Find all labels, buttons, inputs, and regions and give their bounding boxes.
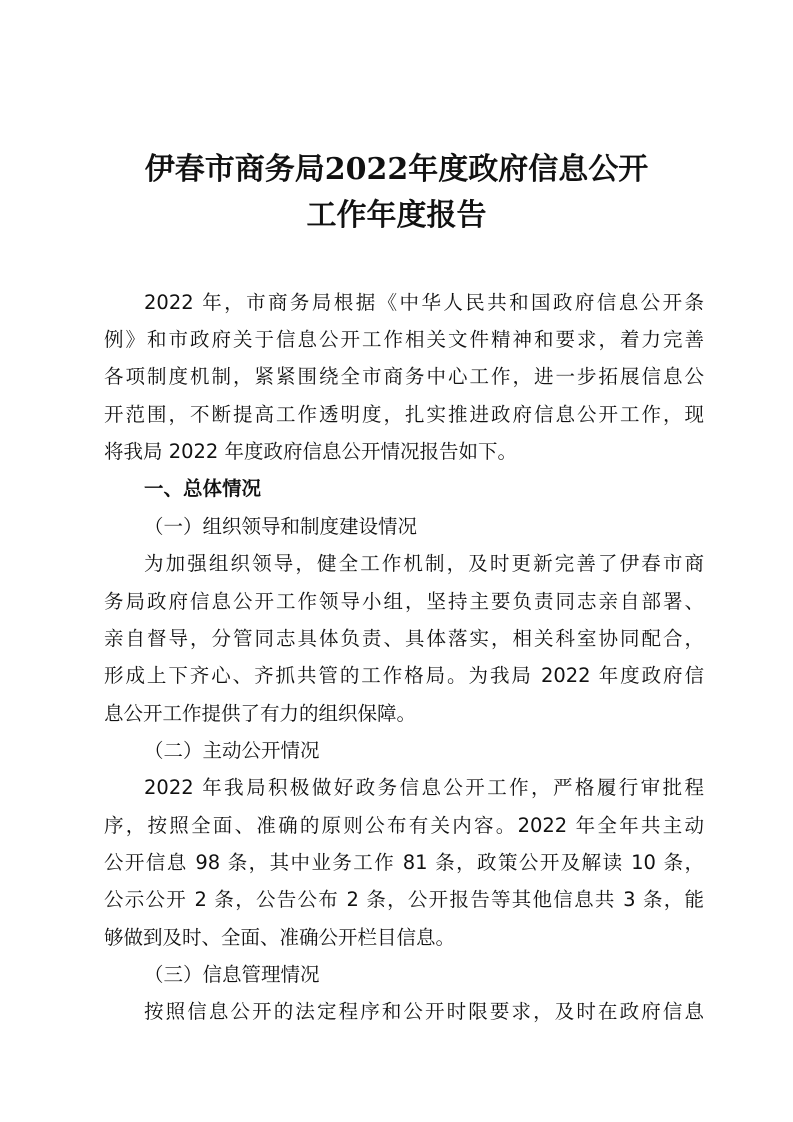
sub2-line-3: 公开信息 98 条，其中业务工作 81 条，政策公开及解读 10 条， xyxy=(104,851,704,874)
intro-line-4: 开范围，不断提高工作透明度，扎实推进政府信息公开工作，现 xyxy=(104,403,704,426)
sub1-line-1: 为加强组织领导，健全工作机制，及时更新完善了伊春市商 xyxy=(144,552,704,575)
sub1-line-2: 务局政府信息公开工作领导小组，坚持主要负责同志亲自部署、 xyxy=(104,590,704,613)
sub2-line-5: 够做到及时、全面、准确公开栏目信息。 xyxy=(104,926,456,949)
subsection-heading-2: （二）主动公开情况 xyxy=(144,739,320,762)
intro-line-5: 将我局 2022 年度政府信息公开情况报告如下。 xyxy=(104,440,518,463)
section-heading-overview: 一、总体情况 xyxy=(144,477,262,500)
sub2-line-4: 公示公开 2 条，公告公布 2 条，公开报告等其他信息共 3 条，能 xyxy=(104,888,704,911)
document-title-line-2: 工作年度报告 xyxy=(306,198,487,233)
subsection-heading-3: （三）信息管理情况 xyxy=(144,963,320,986)
intro-line-3: 各项制度机制，紧紧围绕全市商务中心工作，进一步拓展信息公 xyxy=(104,365,704,388)
subsection-heading-1: （一）组织领导和制度建设情况 xyxy=(144,515,418,538)
intro-line-2: 例》和市政府关于信息公开工作相关文件精神和要求，着力完善 xyxy=(104,328,704,351)
sub2-line-2: 序，按照全面、准确的原则公布有关内容。2022 年全年共主动 xyxy=(104,814,704,837)
sub2-line-1: 2022 年我局积极做好政务信息公开工作，严格履行审批程 xyxy=(144,776,704,799)
intro-line-1: 2022 年，市商务局根据《中华人民共和国政府信息公开条 xyxy=(144,291,704,314)
sub1-line-4: 形成上下齐心、齐抓共管的工作格局。为我局 2022 年度政府信 xyxy=(104,664,704,687)
sub1-line-5: 息公开工作提供了有力的组织保障。 xyxy=(104,702,417,725)
document-title-line-1: 伊春市商务局2022年度政府信息公开 xyxy=(144,152,649,187)
sub1-line-3: 亲自督导，分管同志具体负责、具体落实，相关科室协同配合， xyxy=(104,627,704,650)
sub3-line-1: 按照信息公开的法定程序和公开时限要求，及时在政府信息 xyxy=(144,1000,704,1023)
